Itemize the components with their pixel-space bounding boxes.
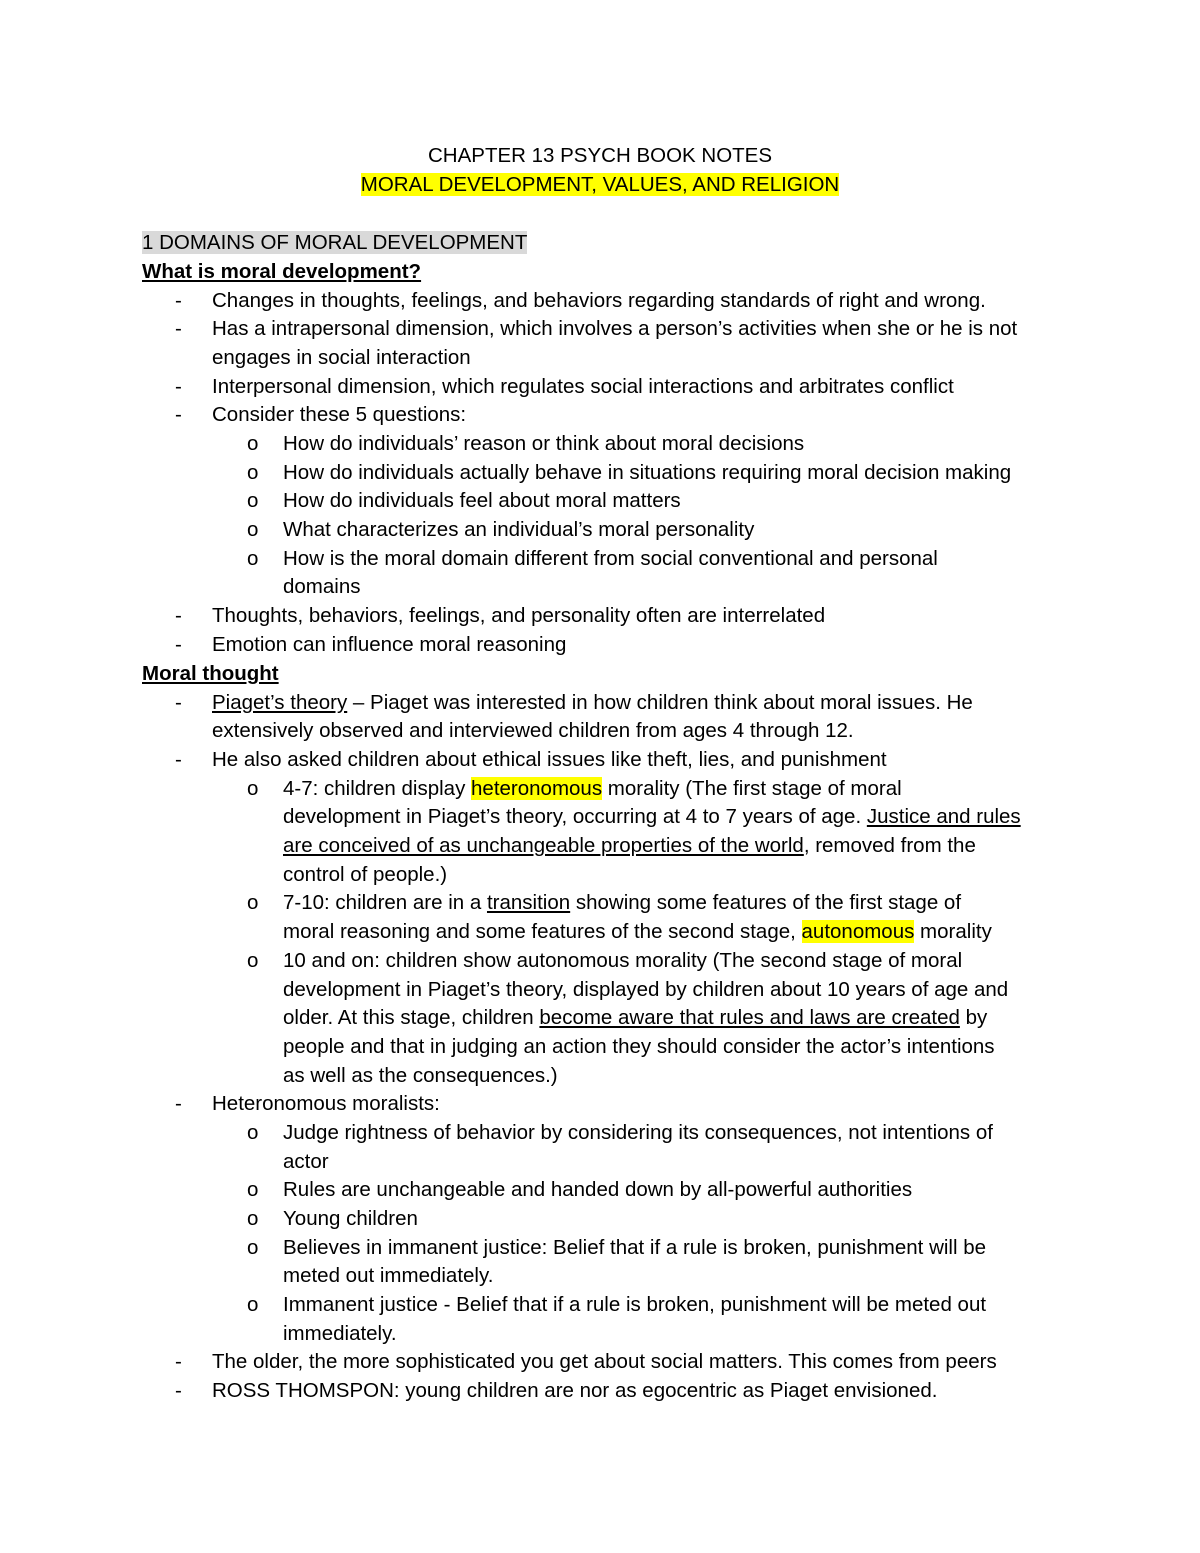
sub-list-item-continued: are conceived of as unchangeable properties of the world, removed from the [283,834,976,857]
sub-list-item-continued: as well as the consequences.) [283,1064,558,1087]
sub-list-item: Judge rightness of behavior by considering its consequences, not intentions of [283,1121,993,1144]
sub-list-item-continued: actor [283,1150,329,1173]
heading-moral-thought: Moral thought [142,662,279,685]
highlight-heteronomous: heteronomous [471,777,603,800]
bullet-dash: - [175,375,182,398]
sub-list-item: What characterizes an individual’s moral personality [283,518,755,541]
bullet-dash: - [175,1379,182,1402]
bullet-dash: - [175,691,182,714]
piaget-theory-term: Piaget’s theory [212,691,348,714]
list-item: Piaget’s theory – Piaget was interested in how children think about moral issues. He [212,691,973,714]
bullet-dash: - [175,317,182,340]
list-item: Consider these 5 questions: [212,403,467,426]
sub-list-item: 10 and on: children show autonomous morality (The second stage of moral [283,949,963,972]
bullet-dash: - [175,633,182,656]
sub-list-item-continued: development in Piaget’s theory, displayed by children about 10 years of age and [283,978,1009,1001]
sub-list-item-continued: domains [283,575,361,598]
list-item-continued: extensively observed and interviewed children from ages 4 through 12. [212,719,854,742]
list-item: He also asked children about ethical issues like theft, lies, and punishment [212,748,887,771]
bullet-circle: o [247,1236,259,1259]
sub-list-item-continued: people and that in judging an action they should consider the actor’s intentions [283,1035,995,1058]
list-item: Interpersonal dimension, which regulates social interactions and arbitrates conflict [212,375,954,398]
sub-list-item: How do individuals’ reason or think about moral decisions [283,432,805,455]
list-item: The older, the more sophisticated you get about social matters. This comes from peers [212,1350,997,1373]
bullet-dash: - [175,604,182,627]
list-item: Thoughts, behaviors, feelings, and personality often are interrelated [212,604,826,627]
bullet-circle: o [247,1178,259,1201]
bullet-circle: o [247,489,259,512]
bullet-circle: o [247,1121,259,1144]
sub-list-item: Young children [283,1207,418,1230]
bullet-circle: o [247,777,259,800]
sub-list-item-continued: immediately. [283,1322,397,1345]
sub-list-item: Rules are unchangeable and handed down by all-powerful authorities [283,1178,913,1201]
list-item: Heteronomous moralists: [212,1092,440,1115]
bullet-circle: o [247,1207,259,1230]
document-subtitle: MORAL DEVELOPMENT, VALUES, AND RELIGION [360,173,840,196]
heading-what-is-moral-development: What is moral development? [142,260,422,283]
bullet-circle: o [247,547,259,570]
bullet-dash: - [175,403,182,426]
bullet-dash: - [175,289,182,312]
sub-list-item: Immanent justice - Belief that if a rule is broken, punishment will be meted out [283,1293,987,1316]
bullet-circle: o [247,518,259,541]
bullet-circle: o [247,949,259,972]
list-item: Emotion can influence moral reasoning [212,633,567,656]
sub-list-item-continued: development in Piaget’s theory, occurring at 4 to 7 years of age. Justice and rules [283,805,1021,828]
list-item: Changes in thoughts, feelings, and behaviors regarding standards of right and wrong. [212,289,986,312]
sub-list-item-continued: control of people.) [283,863,448,886]
bullet-dash: - [175,1350,182,1373]
list-item: Has a intrapersonal dimension, which involves a person’s activities when she or he is not [212,317,1018,340]
sub-list-item: 7-10: children are in a transition showing some features of the first stage of [283,891,962,914]
sub-list-item: 4-7: children display heteronomous morality (The first stage of moral [283,777,902,800]
section-heading: 1 DOMAINS OF MORAL DEVELOPMENT [142,231,528,254]
bullet-circle: o [247,432,259,455]
list-item-continued: engages in social interaction [212,346,471,369]
bullet-dash: - [175,748,182,771]
sub-list-item: How is the moral domain different from social conventional and personal [283,547,938,570]
sub-list-item-continued: older. At this stage, children become aware that rules and laws are created by [283,1006,988,1029]
list-item: ROSS THOMSPON: young children are nor as egocentric as Piaget envisioned. [212,1379,938,1402]
bullet-dash: - [175,1092,182,1115]
sub-list-item: How do individuals actually behave in situations requiring moral decision making [283,461,1012,484]
sub-list-item: Believes in immanent justice: Belief that if a rule is broken, punishment will be [283,1236,987,1259]
bullet-circle: o [247,1293,259,1316]
highlight-autonomous: autonomous [801,920,915,943]
sub-list-item-continued: meted out immediately. [283,1264,494,1287]
sub-list-item-continued: moral reasoning and some features of the second stage, autonomous morality [283,920,992,943]
bullet-circle: o [247,891,259,914]
bullet-circle: o [247,461,259,484]
sub-list-item: How do individuals feel about moral matters [283,489,681,512]
document-title: CHAPTER 13 PSYCH BOOK NOTES [427,144,773,167]
